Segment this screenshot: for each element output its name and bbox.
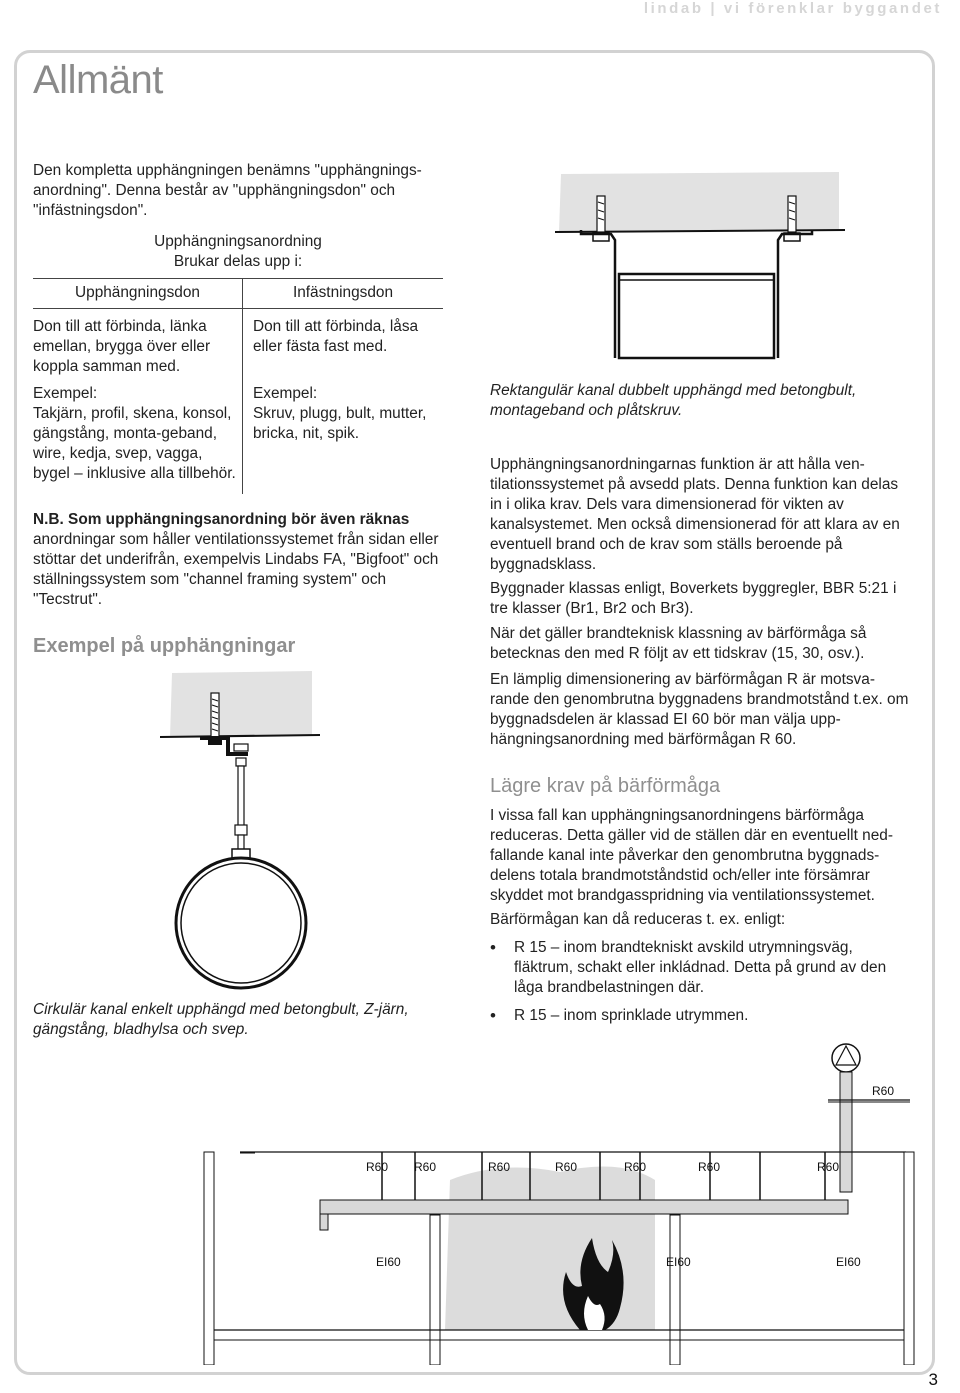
label-r60-top: R60 <box>872 1084 895 1098</box>
paragraph-function: Upphängningsanordningarnas funktion är att hålla ven-tilationssystemet på avsedd plats. Denna funktion kan delas in i olika krav. Dels vara dimensionerad för vikten av kanalsystemet. Men också dimensionerad för att klara av en eventuell brand och de krav som ställs beroende på byggnadsklass. <box>490 456 900 573</box>
mounting-band-right <box>778 230 812 358</box>
label-r60: R60 <box>698 1160 721 1174</box>
examples-heading: Exempel på upphängningar <box>33 635 296 657</box>
page-number: 3 <box>928 1370 938 1389</box>
table-title: Upphängningsanordning Brukar delas upp i: <box>33 230 443 279</box>
reduction-list <box>490 938 910 1034</box>
paragraph-classes: Byggnader klassas enligt, Boverkets byggregler, BBR 5:21 i tre klasser (Br1, Br2 och Br3). <box>490 580 897 617</box>
intro-paragraph: Den kompletta upphängningen benämns "upphängnings-anordning". Denna består av "upphängningsdon" och "infästningsdon". <box>33 162 422 219</box>
circular-duct-illustration <box>160 665 325 995</box>
paragraph-dimensioning: En lämplig dimensionering av bärförmågan R är motsva-rande den genombrutna byggnadens brandmotstånd t.ex. om byggnadsdelen är klassad EI 60 bör man välja upp-hängningsanordning med bärförmågan R 60. <box>490 671 909 748</box>
rectangular-duct-illustration <box>555 168 845 363</box>
duct-run <box>320 1200 848 1214</box>
brand-tagline: lindab | vi förenklar byggandet <box>643 0 942 17</box>
concrete-bolt-right <box>788 196 796 232</box>
fire-compartment-diagram <box>200 1040 920 1365</box>
label-r60: R60 <box>624 1160 647 1174</box>
lower-requirements-heading: Lägre krav på bärförmåga <box>490 775 721 797</box>
paragraph-example-intro: Bärförmågan kan då reduceras t. ex. enligt: <box>490 911 786 928</box>
label-ei60: EI60 <box>666 1255 691 1269</box>
caption-rectangular: Rektangulär kanal dubbelt upphängd med betongbult, montageband och plåtskruv. <box>490 382 857 419</box>
suspension-table <box>33 230 443 494</box>
paragraph-reduction: I vissa fall kan upphängningsanordningens bärförmåga reduceras. Detta gäller vid de ställen där en eventuellt ned-fallande kanal inte påverkar den genombrutna byggnads-delens totala brandmotståndstid och/eller inte försämrar skyddet mot brandgasspridning via ventilationssystemet. <box>490 807 893 904</box>
label-ei60: EI60 <box>376 1255 401 1269</box>
list-item: • R 15 – inom sprinklade utrymmen. <box>490 1006 910 1026</box>
threaded-rod <box>238 766 244 826</box>
nb-note: N.B. Som upphängningsanordning bör även räknas anordningar som håller ventilationssystemet från sidan eller stöttar det underifrån, exempelvis Lindabs FA, "Bigfoot" och ställningssystem som "channel framing system" och "Tecstrut". <box>33 511 439 608</box>
mounting-band-left <box>581 230 615 358</box>
label-r60: R60 <box>555 1160 578 1174</box>
page-title: Allmänt <box>33 58 163 102</box>
label-r60: R60 <box>414 1160 437 1174</box>
rectangular-duct <box>619 274 774 358</box>
blade-sleeve <box>235 825 247 835</box>
table-cell-left: Don till att förbinda, länka emellan, brygga över eller koppla samman med. Exempel: Takjärn, profil, skena, konsol, gängstång, monta-geband, wire, kedja, svep, vagga, bygel – inklusive alla tillbehör. <box>33 309 243 495</box>
table-head-right: Infästningsdon <box>243 279 444 309</box>
label-ei60: EI60 <box>836 1255 861 1269</box>
label-r60: R60 <box>366 1160 389 1174</box>
concrete-bolt-left <box>597 196 605 232</box>
list-item: • R 15 – inom brandtekniskt avskild utrymningsväg, fläktrum, schakt eller inkládnad. Detta på grund av den låga brandbelastningen där. <box>490 938 910 998</box>
paragraph-r-class: När det gäller brandteknisk klassning av bärförmåga så betecknas den med R följt av ett tidskrav (15, 30, osv.). <box>490 625 867 662</box>
ceiling-slab <box>170 671 312 737</box>
label-r60: R60 <box>817 1160 840 1174</box>
caption-circular: Cirkulär kanal enkelt upphängd med betongbult, Z-järn, gängstång, bladhylsa och svep. <box>33 1001 409 1038</box>
table-head-left: Upphängningsdon <box>33 279 243 309</box>
circular-duct <box>176 858 306 988</box>
table-cell-right: Don till att förbinda, låsa eller fästa fast med. Exempel: Skruv, plugg, bult, mutter, bricka, nit, spik. <box>253 318 427 442</box>
smoke-cloud <box>445 1167 655 1330</box>
label-r60: R60 <box>488 1160 511 1174</box>
